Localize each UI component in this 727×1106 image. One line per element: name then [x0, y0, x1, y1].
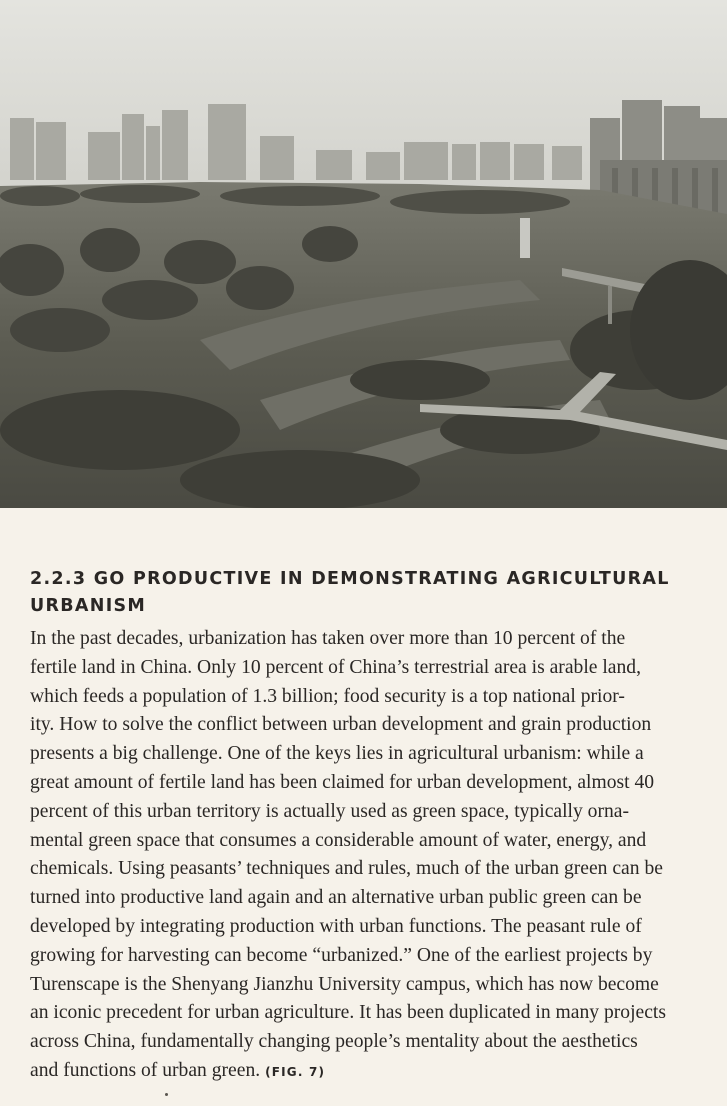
body-paragraph: [30, 625, 708, 1087]
body-line: developed by integrating production with urban functions. The peasant rule of: [30, 915, 642, 937]
body-line: an iconic precedent for urban agriculture. It has been duplicated in many projects: [30, 1002, 666, 1024]
body-line: which feeds a population of 1.3 billion; food security is a top national prior-: [30, 685, 625, 707]
body-line: fertile land in China. Only 10 percent of China’s terrestrial area is arable land,: [30, 656, 641, 678]
body-line: growing for harvesting can become “urbanized.” One of the earliest projects by: [30, 944, 653, 966]
body-line: percent of this urban territory is actually used as green space, typically orna-: [30, 800, 630, 822]
body-line: across China, fundamentally changing people’s mentality about the aesthetics: [30, 1031, 638, 1053]
figure-reference: (FIG. 7): [265, 1064, 326, 1079]
landscape-photo: [0, 0, 727, 508]
section-heading-line-1: 2.2.3 GO PRODUCTIVE IN DEMONSTRATING AGRICULTURAL: [30, 569, 670, 589]
body-line: Turenscape is the Shenyang Jianzhu University campus, which has now become: [30, 973, 659, 995]
body-line: In the past decades, urbanization has taken over more than 10 percent of the: [30, 628, 626, 649]
body-line: great amount of fertile land has been claimed for urban development, almost 40: [30, 771, 655, 793]
body-last-line-text: and functions of urban green.: [30, 1059, 266, 1081]
body-line: ity. How to solve the conflict between urban development and grain production: [30, 714, 652, 736]
landscape-photo-image: [0, 0, 727, 508]
body-line: mental green space that consumes a considerable amount of water, energy, and: [30, 829, 647, 851]
section-heading-line-2: URBANISM: [30, 596, 147, 616]
body-last-line: [30, 1057, 708, 1087]
body-line: presents a big challenge. One of the keys lies in agricultural urbanism: while a: [30, 743, 644, 765]
body-line: turned into productive land again and an alternative urban public green can be: [30, 887, 642, 909]
page-mark: [165, 1093, 168, 1096]
body-line: chemicals. Using peasants’ techniques and rules, much of the urban green can be: [30, 858, 663, 880]
section-heading: [30, 566, 710, 620]
